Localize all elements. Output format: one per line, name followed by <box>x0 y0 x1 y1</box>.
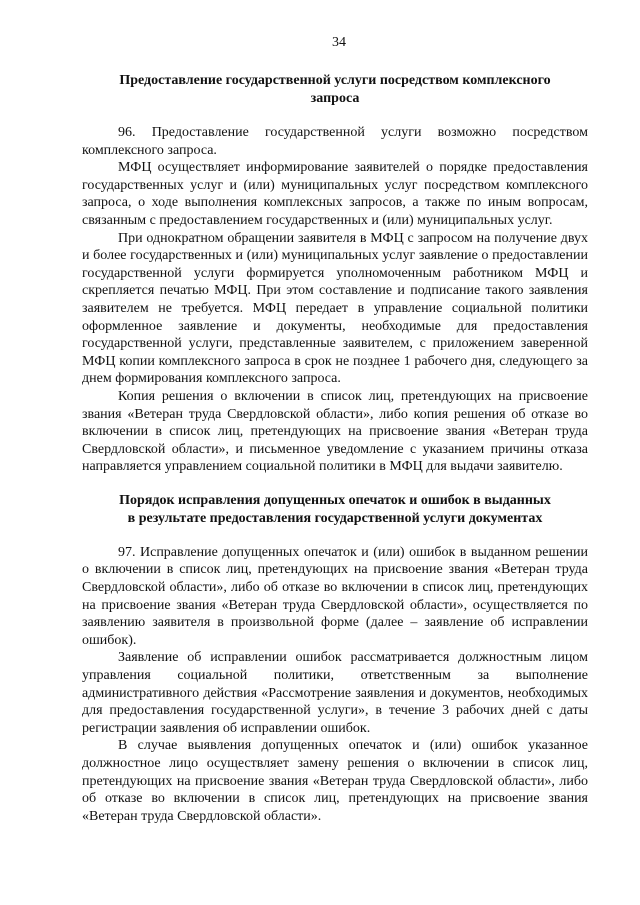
paragraph-97: 97. Исправление допущенных опечаток и (или) ошибок в выданном решении о включении в список лиц, претендующих на присвоение звания «Ветеран труда Свердловской области», либо об отказе во включении в список лиц, претендующих на присвоение звания «Ветеран труда Свердловской области», осуществляется по заявлению заявителя в произвольной форме (далее – заявление об исправлении ошибок). <box>82 544 588 648</box>
paragraph-error-review: Заявление об исправлении ошибок рассматривается должностным лицом управления социальной политики, ответственным за выполнение административного действия «Рассмотрение заявления и документов, необходимых для предоставления государственной услуги», в течение 3 рабочих дней с даты регистрации заявления об исправлении ошибок. <box>82 650 588 736</box>
heading-line: Предоставление государственной услуги посредством комплексного <box>119 73 551 88</box>
section-heading-complex-request <box>82 72 588 108</box>
section-heading-error-correction <box>82 492 588 528</box>
paragraph-error-replacement: В случае выявления допущенных опечаток и (или) ошибок указанное должностное лицо осуществляет замену решения о включении в список лиц, претендующих на присвоение звания «Ветеран труда Свердловской области», либо об отказе во включении в список лиц, претендующих на присвоение звания «Ветеран труда Свердловской области». <box>82 738 588 824</box>
paragraph-mfc-informing: МФЦ осуществляет информирование заявителей о порядке предоставления государственных услуг и (или) муниципальных услуг посредством комплексного запроса, о ходе выполнения комплексных запросов, а также по иным вопросам, связанным с предоставлением государственных и (или) муниципальных услуг. <box>82 160 588 228</box>
paragraph-decision-copy: Копия решения о включении в список лиц, претендующих на присвоение звания «Ветеран труда Свердловской области», либо копия решения об отказе во включении в список лиц, претендующих на присвоение звания «Ветеран труда Свердловской области», и письменное уведомление с указанием причины отказа направляется управлением социальной политики в МФЦ для выдачи заявителю. <box>82 388 588 475</box>
heading-line: Порядок исправления допущенных опечаток и ошибок в выданных <box>119 492 551 508</box>
heading-line: запроса <box>310 91 360 106</box>
paragraph-96: 96. Предоставление государственной услуги возможно посредством комплексного запроса. <box>82 125 588 158</box>
section-gap <box>82 476 588 492</box>
page-number: 34 <box>332 35 346 50</box>
heading-line: в результате предоставления государственной услуги документах <box>127 510 543 526</box>
paragraph-single-request: При однократном обращении заявителя в МФЦ с запросом на получение двух и более государственных и (или) муниципальных услуг заявление о предоставлении государственной услуги формируется уполномоченным работником МФЦ и скрепляется печатью МФЦ. При этом составление и подписание такого заявления заявителем не требуется. МФЦ передает в управление социальной политики оформленное заявление и документы, необходимые для предоставления государственной услуги, представленные заявителем, с приложением заверенной МФЦ копии комплексного запроса в срок не позднее 1 рабочего дня, следующего за днем формирования комплексного запроса. <box>82 230 588 387</box>
